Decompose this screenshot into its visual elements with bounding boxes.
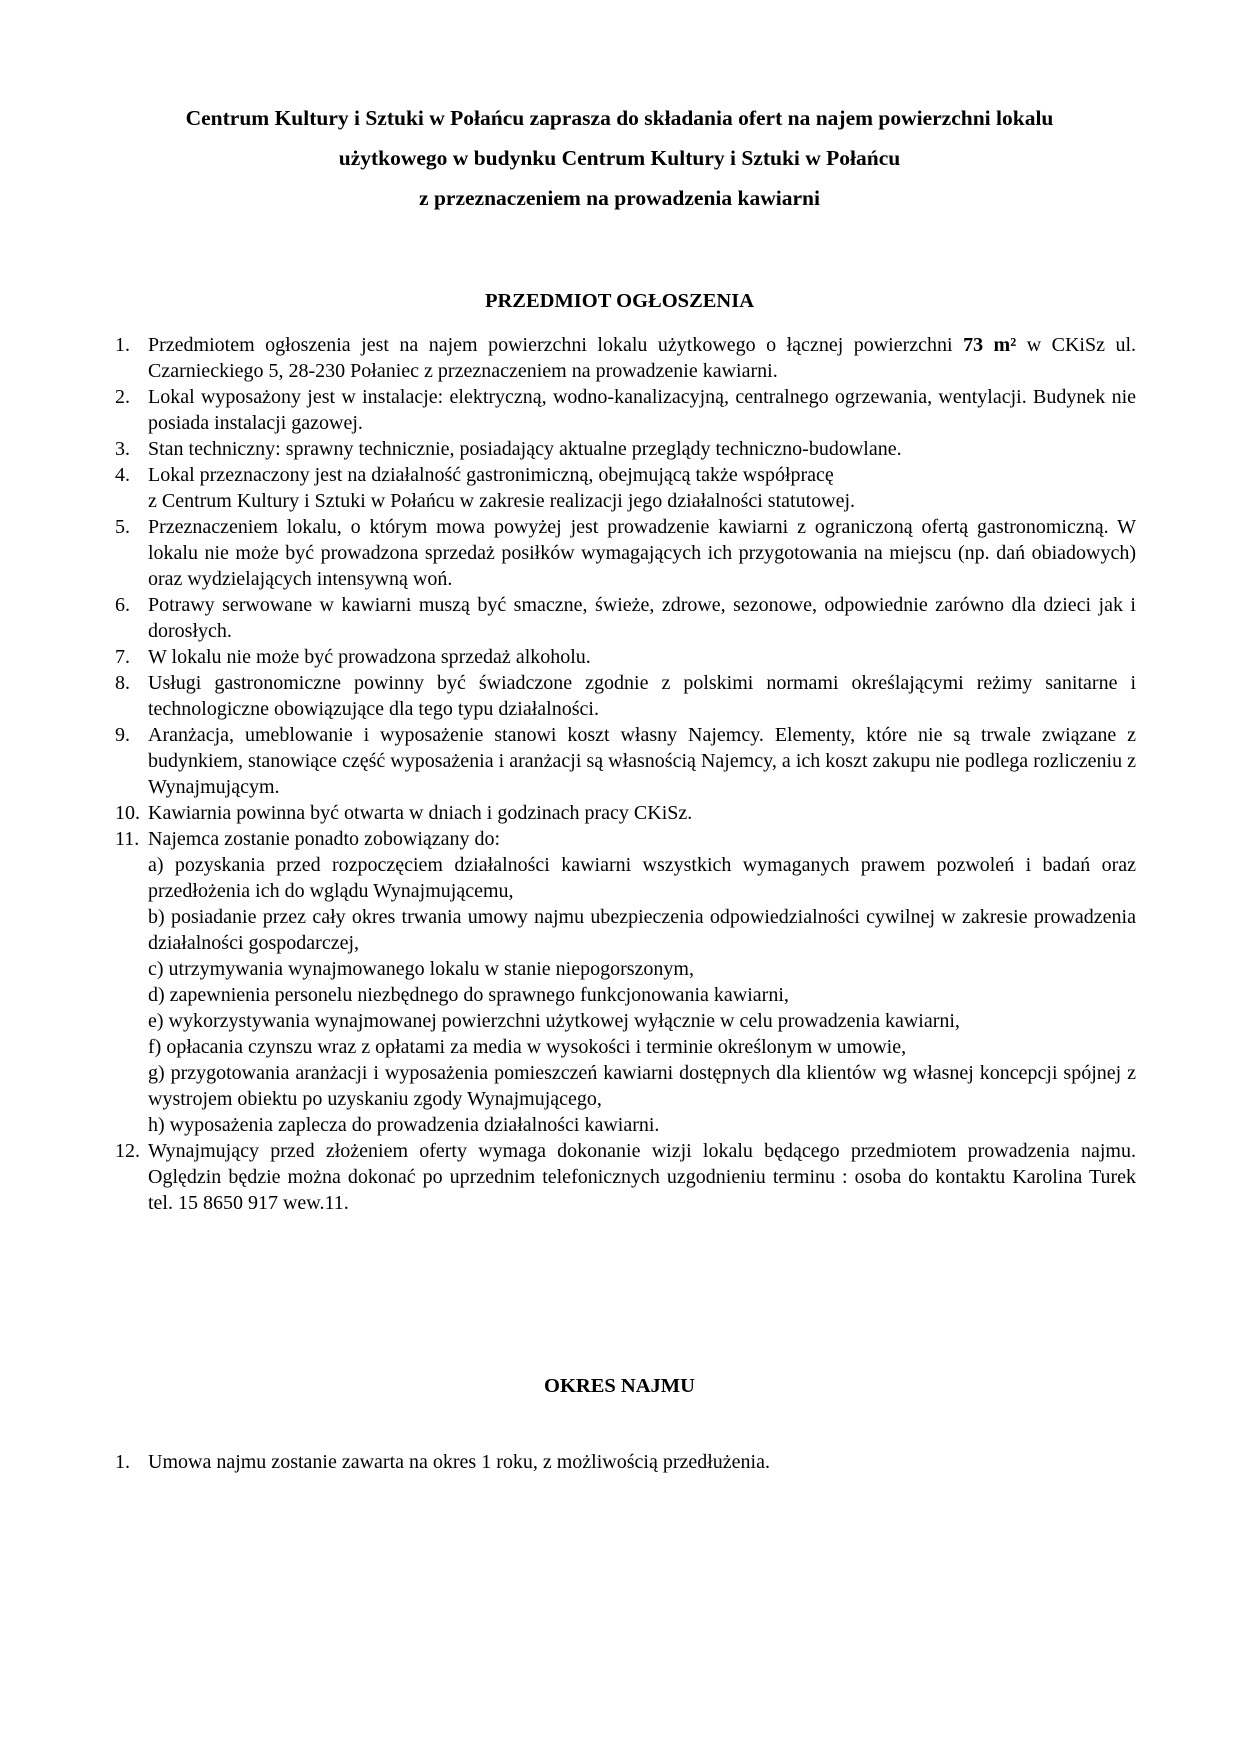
numbered-list-przedmiot <box>103 332 1136 1216</box>
list-item-3-text: Stan techniczny: sprawny technicznie, posiadający aktualne przeglądy techniczno-budowlane. <box>148 438 902 460</box>
list-item-12-number: 12. <box>115 1140 140 1162</box>
list-item-3-number: 3. <box>115 438 130 460</box>
list-item-5-number: 5. <box>115 516 130 538</box>
list-item-11-number: 11. <box>115 828 140 850</box>
list-item-11-sub-f: f) opłacania czynszu wraz z opłatami za media w wysokości i terminie określonym w umowie, <box>148 1036 907 1058</box>
numbered-list-okres-najmu <box>103 1449 1136 1475</box>
list-item-6-text: Potrawy serwowane w kawiarni muszą być smaczne, świeże, zdrowe, sezonowe, odpowiednie zarówno dla dzieci jak i dorosłych. <box>148 594 1136 642</box>
list-item-11-sub-d: d) zapewnienia personelu niezbędnego do sprawnego funkcjonowania kawiarni, <box>148 984 789 1006</box>
list-item-7-number: 7. <box>115 646 130 668</box>
list-item-11-sub-e: e) wykorzystywania wynajmowanej powierzchni użytkowej wyłącznie w celu prowadzenia kawiarni, <box>148 1010 960 1032</box>
list-item-2-text: Lokal wyposażony jest w instalacje: elektryczną, wodno-kanalizacyjną, centralnego ogrzewania, wentylacji. Budynek nie posiada instalacji gazowej. <box>148 386 1136 434</box>
list-item-10 <box>103 800 1136 826</box>
title-line-1: Centrum Kultury i Sztuki w Połańcu zaprasza do składania ofert na najem powierzchni lokalu <box>185 106 1054 130</box>
title-line-3: z przeznaczeniem na prowadzenia kawiarni <box>419 186 820 210</box>
title-line-2: użytkowego w budynku Centrum Kultury i Sztuki w Połańcu <box>338 146 901 170</box>
list-item-6-number: 6. <box>115 594 130 616</box>
list-item-1-text-pre: Przedmiotem ogłoszenia jest na najem powierzchni lokalu użytkowego o łącznej powierzchni <box>148 334 964 356</box>
list-item-11-sub-h: h) wyposażenia zaplecza do prowadzenia działalności kawiarni. <box>148 1114 660 1136</box>
list-item-9-number: 9. <box>115 724 130 746</box>
list-item-5 <box>103 514 1136 592</box>
list-item-4 <box>103 462 1136 514</box>
list-item-8-number: 8. <box>115 672 130 694</box>
list-item-11-text: Najemca zostanie ponadto zobowiązany do: <box>148 828 501 850</box>
document-content <box>103 0 1136 1475</box>
list-item-7-text: W lokalu nie może być prowadzona sprzedaż alkoholu. <box>148 646 591 668</box>
list-item-7 <box>103 644 1136 670</box>
list-item-9 <box>103 722 1136 800</box>
section-heading-okres-najmu: OKRES NAJMU <box>544 1375 695 1397</box>
list-item-11-sub-g: g) przygotowania aranżacji i wyposażenia pomieszczeń kawiarni dostępnych dla klientów wg własnej koncepcji spójnej z wystrojem obiektu po uzyskaniu zgody Wynajmującego, <box>148 1062 1136 1110</box>
document-title <box>103 0 1136 218</box>
list-item-2-number: 2. <box>115 386 130 408</box>
list-item-10-text: Kawiarnia powinna być otwarta w dniach i godzinach pracy CKiSz. <box>148 802 693 824</box>
list-item-11 <box>103 826 1136 1138</box>
list-item-12-text: Wynajmujący przed złożeniem oferty wymaga dokonanie wizji lokalu będącego przedmiotem prowadzenia najmu. Oględzin będzie można dokonać po uprzednim telefonicznych uzgodnieniu terminu : osoba do kontaktu Karolina Turek tel. 15 8650 917 wew.11. <box>148 1140 1136 1214</box>
list-item-4-line-1: Lokal przeznaczony jest na działalność gastronimiczną, obejmującą także współpracę <box>148 464 834 486</box>
list-item-1-number: 1. <box>115 334 130 356</box>
list-item-3 <box>103 436 1136 462</box>
list-item-okres-1-text: Umowa najmu zostanie zawarta na okres 1 roku, z możliwością przedłużenia. <box>148 1451 770 1473</box>
list-item-2 <box>103 384 1136 436</box>
list-item-10-number: 10. <box>115 802 140 824</box>
list-item-8-text: Usługi gastronomiczne powinny być świadczone zgodnie z polskimi normami określającymi reżimy sanitarne i technologiczne obowiązujące dla tego typu działalności. <box>148 672 1136 720</box>
list-item-8 <box>103 670 1136 722</box>
list-item-1-area-bold: 73 m² <box>963 334 1017 356</box>
list-item-4-number: 4. <box>115 464 130 486</box>
list-item-1 <box>103 332 1136 384</box>
list-item-12 <box>103 1138 1136 1216</box>
list-item-1-text <box>148 332 1136 384</box>
list-item-11-sub-c: c) utrzymywania wynajmowanego lokalu w stanie niepogorszonym, <box>148 958 694 980</box>
list-item-okres-1 <box>103 1449 1136 1475</box>
list-item-4-line-2: z Centrum Kultury i Sztuki w Połańcu w zakresie realizacji jego działalności statutowej. <box>148 490 856 512</box>
list-item-okres-1-number: 1. <box>115 1451 130 1473</box>
list-item-1-text-post: w CKiSz ul. Czarnieckiego 5, 28-230 Połaniec z przeznaczeniem na prowadzenie kawiarni. <box>148 334 1137 382</box>
list-item-6 <box>103 592 1136 644</box>
section-heading-przedmiot-ogloszenia: PRZEDMIOT OGŁOSZENIA <box>484 290 755 312</box>
list-item-11-sub-a: a) pozyskania przed rozpoczęciem działalności kawiarni wszystkich wymaganych prawem pozwoleń i badań oraz przedłożenia ich do wglądu Wynajmującemu, <box>148 854 1136 902</box>
list-item-9-text: Aranżacja, umeblowanie i wyposażenie stanowi koszt własny Najemcy. Elementy, które nie są trwale związane z budynkiem, stanowiące część wyposażenia i aranżacji są własnością Najemcy, a ich koszt zakupu nie podlega rozliczeniu z Wynajmującym. <box>148 724 1136 798</box>
list-item-5-text: Przeznaczeniem lokalu, o którym mowa powyżej jest prowadzenie kawiarni z ograniczoną ofertą gastronomiczną. W lokalu nie może być prowadzona sprzedaż posiłków wymagających ich przygotowania na miejscu (np. dań obiadowych) oraz wydzielających intensywną woń. <box>148 516 1136 590</box>
list-item-11-sub-b: b) posiadanie przez cały okres trwania umowy najmu ubezpieczenia odpowiedzialności cywilnej w zakresie prowadzenia działalności gospodarczej, <box>148 906 1136 954</box>
